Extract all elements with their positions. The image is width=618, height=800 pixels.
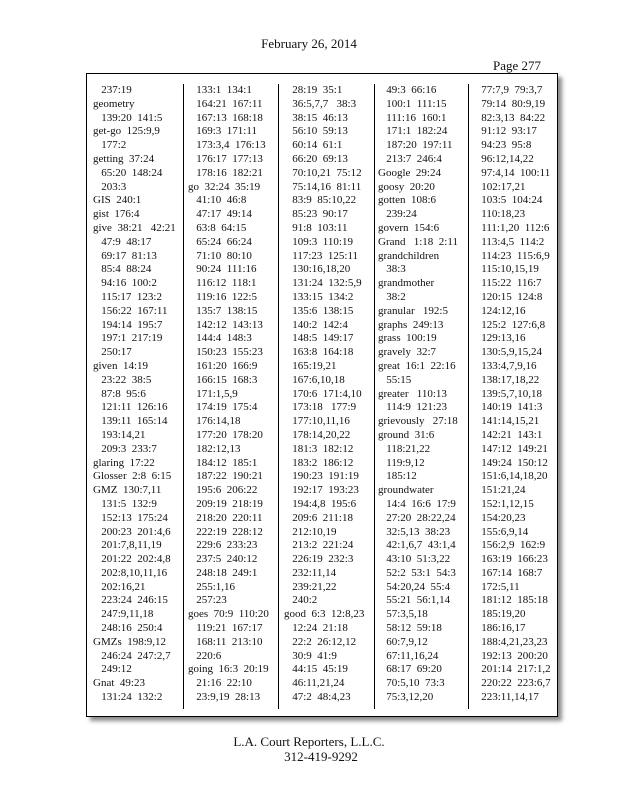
index-entry: 213:7 246:4 (378, 152, 442, 165)
index-entry: 75:3,12,20 (378, 691, 434, 704)
index-entry: 194:14 195:7 (93, 318, 163, 331)
index-entry: 155:6,9,14 (473, 525, 529, 538)
index-entry: 177:20 178:20 (188, 428, 263, 441)
index-entry: 43:10 51:3,22 (378, 553, 451, 566)
index-entry: 44:15 45:19 (284, 663, 348, 676)
index-entry: goes 70:9 110:20 (188, 608, 269, 621)
index-entry: good 6:3 12:8,23 (284, 608, 365, 621)
index-entry: 65:20 148:24 (93, 166, 163, 179)
index-entry: grievously 27:18 (378, 415, 458, 428)
index-entry: 190:23 191:19 (284, 470, 359, 483)
index-entry: 156:2,9 162:9 (473, 539, 546, 552)
index-entry: 202:16,21 (93, 580, 146, 593)
index-entry: 82:3,13 84:22 (473, 111, 546, 124)
index-entry: 103:5 104:24 (473, 194, 543, 207)
index-entry: 250:17 (93, 346, 132, 359)
index-entry: 65:24 66:24 (188, 235, 252, 248)
index-entry: 247:9,11,18 (93, 608, 154, 621)
index-entry: 248:16 250:4 (93, 622, 163, 635)
index-entry: 135:6 138:15 (284, 304, 354, 317)
index-entry: 149:24 150:12 (473, 456, 548, 469)
index-entry: 12:24 21:18 (284, 622, 348, 635)
index-entry: Google 29:24 (378, 166, 441, 179)
index-entry: 187:22 190:21 (188, 470, 263, 483)
index-entry: 177:10,11,16 (284, 415, 350, 428)
index-entry: 38:2 (378, 290, 406, 303)
index-entry: 187:20 197:11 (378, 139, 453, 152)
index-entry: 69:17 81:13 (93, 249, 157, 262)
index-entry: 30:9 41:9 (284, 649, 337, 662)
index-entry: 114:23 115:6,9 (473, 249, 550, 262)
index-entry: 23:22 38:5 (93, 373, 152, 386)
index-entry: 60:7,9,12 (378, 635, 428, 648)
index-entry: 188:4,21,23,23 (473, 635, 548, 648)
index-entry: 121:11 126:16 (93, 401, 168, 414)
index-entry: 94:23 95:8 (473, 139, 532, 152)
index-entry: 131:24 132:2 (93, 691, 163, 704)
index-entry: glaring 17:22 (93, 456, 155, 469)
index-entry: 91:12 93:17 (473, 125, 537, 138)
index-entry: 154:20,23 (473, 511, 526, 524)
index-entry: 115:10,15,19 (473, 263, 539, 276)
index-entry: 70:5,10 73:3 (378, 677, 445, 690)
index-entry: 152:13 175:24 (93, 511, 168, 524)
index-entry: 177:2 (93, 139, 127, 152)
index-entry: granular 192:5 (378, 304, 448, 317)
column-divider (183, 84, 184, 709)
index-entry: 197:1 217:19 (93, 332, 163, 345)
index-entry: 237:19 (93, 84, 132, 96)
index-entry: 139:11 165:14 (93, 415, 168, 428)
index-entry: 75:14,16 81:11 (284, 180, 362, 193)
index-entry: 148:5 149:17 (284, 332, 354, 345)
index-entry: 129:13,16 (473, 332, 526, 345)
index-entry: 141:14,15,21 (473, 415, 540, 428)
index-entry: 46:11,21,24 (284, 677, 345, 690)
index-entry: 52:2 53:1 54:3 (378, 566, 456, 579)
index-entry: 218:20 220:11 (188, 511, 263, 524)
index-entry: groundwater (378, 484, 434, 497)
index-entry: 118:21,22 (378, 442, 431, 455)
index-entry: give 38:21 42:21 (93, 221, 176, 234)
index-entry: gist 176:4 (93, 208, 140, 221)
index-entry: 47:17 49:14 (188, 208, 252, 221)
index-column-3 (284, 84, 364, 705)
index-entry: 239:21,22 (284, 580, 337, 593)
index-entry: 232:11,14 (284, 566, 337, 579)
index-entry: 202:8,10,11,16 (93, 566, 168, 579)
index-entry: 116:12 118:1 (188, 277, 257, 290)
index-entry: 38:3 (378, 263, 406, 276)
index-entry: 94:16 100:2 (93, 277, 157, 290)
index-entry: 47:2 48:4,23 (284, 691, 351, 704)
index-entry: 85:4 88:24 (93, 263, 152, 276)
index-entry: 147:12 149:21 (473, 442, 548, 455)
index-column-4 (378, 84, 458, 705)
index-entry: 172:5,11 (473, 580, 520, 593)
index-entry: 41:10 46:8 (188, 194, 247, 207)
index-entry: 169:3 171:11 (188, 125, 257, 138)
index-entry: 257:23 (188, 594, 227, 607)
index-entry: gravely 32:7 (378, 346, 437, 359)
index-entry: 181:3 182:12 (284, 442, 354, 455)
index-entry: 167:14 168:7 (473, 566, 543, 579)
index-entry: 161:20 166:9 (188, 359, 258, 372)
index-entry: 97:4,14 100:11 (473, 166, 551, 179)
index-entry: 139:5,7,10,18 (473, 387, 543, 400)
index-entry: GMZs 198:9,12 (93, 635, 167, 648)
index-entry: 58:12 59:18 (378, 622, 442, 635)
index-entry: 22:2 26:12,12 (284, 635, 357, 648)
column-divider (468, 84, 469, 709)
index-entry: 178:16 182:21 (188, 166, 263, 179)
index-entry: 115:22 116:7 (473, 277, 542, 290)
index-entry: 223:11,14,17 (473, 691, 539, 704)
index-entry: 110:18,23 (473, 208, 526, 221)
index-entry: 111:1,20 112:6 (473, 221, 550, 234)
index-entry: grandmother (378, 277, 435, 290)
index-entry: GMZ 130:7,11 (93, 484, 162, 497)
column-divider (374, 84, 375, 709)
index-entry: 56:10 59:13 (284, 125, 348, 138)
index-entry: 79:14 80:9,19 (473, 97, 546, 110)
index-entry: 120:15 124:8 (473, 290, 543, 303)
index-entry: 14:4 16:6 17:9 (378, 497, 456, 510)
index-entry: 209:3 233:7 (93, 442, 157, 455)
index-entry: goosy 20:20 (378, 180, 435, 193)
index-entry: 171:1,5,9 (188, 387, 238, 400)
index-entry: 130:16,18,20 (284, 263, 351, 276)
index-entry: 90:24 111:16 (188, 263, 257, 276)
index-entry: Glosser 2:8 6:15 (93, 470, 172, 483)
index-entry: 36:5,7,7 38:3 (284, 97, 357, 110)
index-entry: 201:7,8,11,19 (93, 539, 162, 552)
index-entry: 114:9 121:23 (378, 401, 447, 414)
index-entry: 77:7,9 79:3,7 (473, 84, 543, 96)
index-entry: 125:2 127:6,8 (473, 318, 546, 331)
index-entry: 152:1,12,15 (473, 497, 534, 510)
index-entry: 144:4 148:3 (188, 332, 252, 345)
index-entry: 174:19 175:4 (188, 401, 258, 414)
index-entry: 168:11 213:10 (188, 635, 263, 648)
index-entry: 142:21 143:1 (473, 428, 543, 441)
index-entry: 42:1,6,7 43:1,4 (378, 539, 456, 552)
index-column-1 (93, 84, 176, 705)
index-entry: getting 37:24 (93, 152, 155, 165)
index-entry: 170:6 171:4,10 (284, 387, 362, 400)
index-entry: 249:12 (93, 663, 132, 676)
index-entry: 220:22 223:6,7 (473, 677, 551, 690)
page-date: February 26, 2014 (261, 36, 357, 51)
index-entry: 139:20 141:5 (93, 111, 163, 124)
index-entry: 130:5,9,15,24 (473, 346, 543, 359)
index-entry: 183:2 186:12 (284, 456, 354, 469)
index-entry: 192:13 200:20 (473, 649, 548, 662)
index-entry: 185:12 (378, 470, 417, 483)
index-entry: 115:17 123:2 (93, 290, 162, 303)
index-entry: 131:5 132:9 (93, 497, 157, 510)
index-entry: 119:9,12 (378, 456, 425, 469)
index-entry: 151:21,24 (473, 484, 526, 497)
index-entry: 111:16 160:1 (378, 111, 447, 124)
index-entry: 54:20,24 55:4 (378, 580, 451, 593)
index-entry: 240:2 (284, 594, 318, 607)
index-entry: 138:17,18,22 (473, 373, 540, 386)
index-entry: 32:5,13 38:23 (378, 525, 451, 538)
index-entry: 87:8 95:6 (93, 387, 146, 400)
index-entry: 70:10,21 75:12 (284, 166, 362, 179)
column-divider (278, 84, 279, 709)
index-entry: 60:14 61:1 (284, 139, 343, 152)
index-entry: 167:13 168:18 (188, 111, 263, 124)
index-entry: 209:19 218:19 (188, 497, 263, 510)
index-entry: 192:17 193:23 (284, 484, 359, 497)
index-entry: 229:6 233:23 (188, 539, 258, 552)
index-entry: 223:24 246:15 (93, 594, 168, 607)
index-entry: given 14:19 (93, 359, 148, 372)
index-entry: 195:6 206:22 (188, 484, 258, 497)
index-entry: 167:6,10,18 (284, 373, 345, 386)
index-entry: 200:23 201:4,6 (93, 525, 171, 538)
index-entry: 186:16,17 (473, 622, 526, 635)
index-entry: 246:24 247:2,7 (93, 649, 171, 662)
index-entry: 133:4,7,9,16 (473, 359, 537, 372)
index-entry: 150:23 155:23 (188, 346, 263, 359)
index-entry: 222:19 228:12 (188, 525, 263, 538)
index-entry: great 16:1 22:16 (378, 359, 456, 372)
index-entry: 181:12 185:18 (473, 594, 548, 607)
index-entry: 193:14,21 (93, 428, 146, 441)
index-entry: 209:6 211:18 (284, 511, 353, 524)
index-entry: govern 154:6 (378, 221, 440, 234)
index-entry: get-go 125:9,9 (93, 125, 160, 138)
index-entry: 237:5 240:12 (188, 553, 258, 566)
index-entry: 71:10 80:10 (188, 249, 252, 262)
index-entry: 124:12,16 (473, 304, 526, 317)
index-entry: grandchildren (378, 249, 440, 262)
index-entry: 173:3,4 176:13 (188, 139, 266, 152)
index-entry: ground 31:6 (378, 428, 435, 441)
index-entry: 83:9 85:10,22 (284, 194, 357, 207)
index-entry: 166:15 168:3 (188, 373, 258, 386)
index-entry: 57:3,5,18 (378, 608, 428, 621)
index-entry: going 16:3 20:19 (188, 663, 269, 676)
index-entry: 182:12,13 (188, 442, 241, 455)
index-entry: 27:20 28:22,24 (378, 511, 456, 524)
index-entry: 119:16 122:5 (188, 290, 257, 303)
index-entry: 38:15 46:13 (284, 111, 348, 124)
index-entry: 201:14 217:1,2 (473, 663, 551, 676)
index-entry: GIS 240:1 (93, 194, 142, 207)
index-entry: 151:6,14,18,20 (473, 470, 548, 483)
index-entry: 173:18 177:9 (284, 401, 357, 414)
index-entry: Gnat 49:23 (93, 677, 145, 690)
index-entry: 100:1 111:15 (378, 97, 447, 110)
index-entry: 140:19 141:3 (473, 401, 543, 414)
index-entry: 203:3 (93, 180, 127, 193)
index-entry: 201:22 202:4,8 (93, 553, 171, 566)
index-entry: 113:4,5 114:2 (473, 235, 545, 248)
index-entry: 164:21 167:11 (188, 97, 263, 110)
index-entry: 135:7 138:15 (188, 304, 258, 317)
index-entry: 163:8 164:18 (284, 346, 354, 359)
index-entry: 28:19 35:1 (284, 84, 343, 96)
index-entry: 133:1 134:1 (188, 84, 252, 96)
index-entry: 163:19 166:23 (473, 553, 548, 566)
index-entry: 220:6 (188, 649, 222, 662)
index-entry: 142:12 143:13 (188, 318, 263, 331)
index-entry: 194:4,8 195:6 (284, 497, 357, 510)
index-entry: gotten 108:6 (378, 194, 437, 207)
index-entry: 119:21 167:17 (188, 622, 263, 635)
index-entry: 178:14,20,22 (284, 428, 351, 441)
index-entry: 66:20 69:13 (284, 152, 348, 165)
index-entry: 133:15 134:2 (284, 290, 354, 303)
index-entry: 255:1,16 (188, 580, 236, 593)
index-entry: 102:17,21 (473, 180, 526, 193)
index-entry: 212:10,19 (284, 525, 337, 538)
index-column-5 (473, 84, 551, 705)
index-entry: 21:16 22:10 (188, 677, 252, 690)
index-entry: 248:18 249:1 (188, 566, 258, 579)
index-entry: go 32:24 35:19 (188, 180, 261, 193)
index-entry: 226:19 232:3 (284, 553, 354, 566)
index-entry: 171:1 182:24 (378, 125, 448, 138)
index-entry: graphs 249:13 (378, 318, 444, 331)
index-column-2 (188, 84, 269, 705)
index-frame (86, 73, 558, 717)
index-entry: 96:12,14,22 (473, 152, 534, 165)
index-entry: 165:19,21 (284, 359, 337, 372)
index-entry: 67:11,16,24 (378, 649, 439, 662)
index-entry: greater 110:13 (378, 387, 447, 400)
index-entry: 91:8 103:11 (284, 221, 348, 234)
index-entry: 63:8 64:15 (188, 221, 247, 234)
index-entry: 131:24 132:5,9 (284, 277, 362, 290)
index-entry: 213:2 221:24 (284, 539, 354, 552)
index-entry: 176:14,18 (188, 415, 241, 428)
index-entry: 239:24 (378, 208, 417, 221)
index-entry: 140:2 142:4 (284, 318, 348, 331)
index-entry: 55:15 (378, 373, 412, 386)
index-entry: 55:21 56:1,14 (378, 594, 451, 607)
index-entry: 176:17 177:13 (188, 152, 263, 165)
index-entry: 85:23 90:17 (284, 208, 348, 221)
page-number: Page 277 (493, 58, 542, 73)
index-entry: 23:9,19 28:13 (188, 691, 261, 704)
index-entry: 109:3 110:19 (284, 235, 353, 248)
index-entry: 184:12 185:1 (188, 456, 258, 469)
index-entry: 49:3 66:16 (378, 84, 437, 96)
index-entry: 47:9 48:17 (93, 235, 152, 248)
index-entry: 117:23 125:11 (284, 249, 359, 262)
index-entry: 156:22 167:11 (93, 304, 168, 317)
index-entry: 68:17 69:20 (378, 663, 442, 676)
index-entry: geometry (93, 97, 135, 110)
index-entry: Grand 1:18 2:11 (378, 235, 458, 248)
index-entry: 185:19,20 (473, 608, 526, 621)
index-entry: grass 100:19 (378, 332, 437, 345)
footer-phone: 312-419-9292 (284, 749, 358, 764)
footer-company: L.A. Court Reporters, L.L.C. (233, 734, 385, 749)
